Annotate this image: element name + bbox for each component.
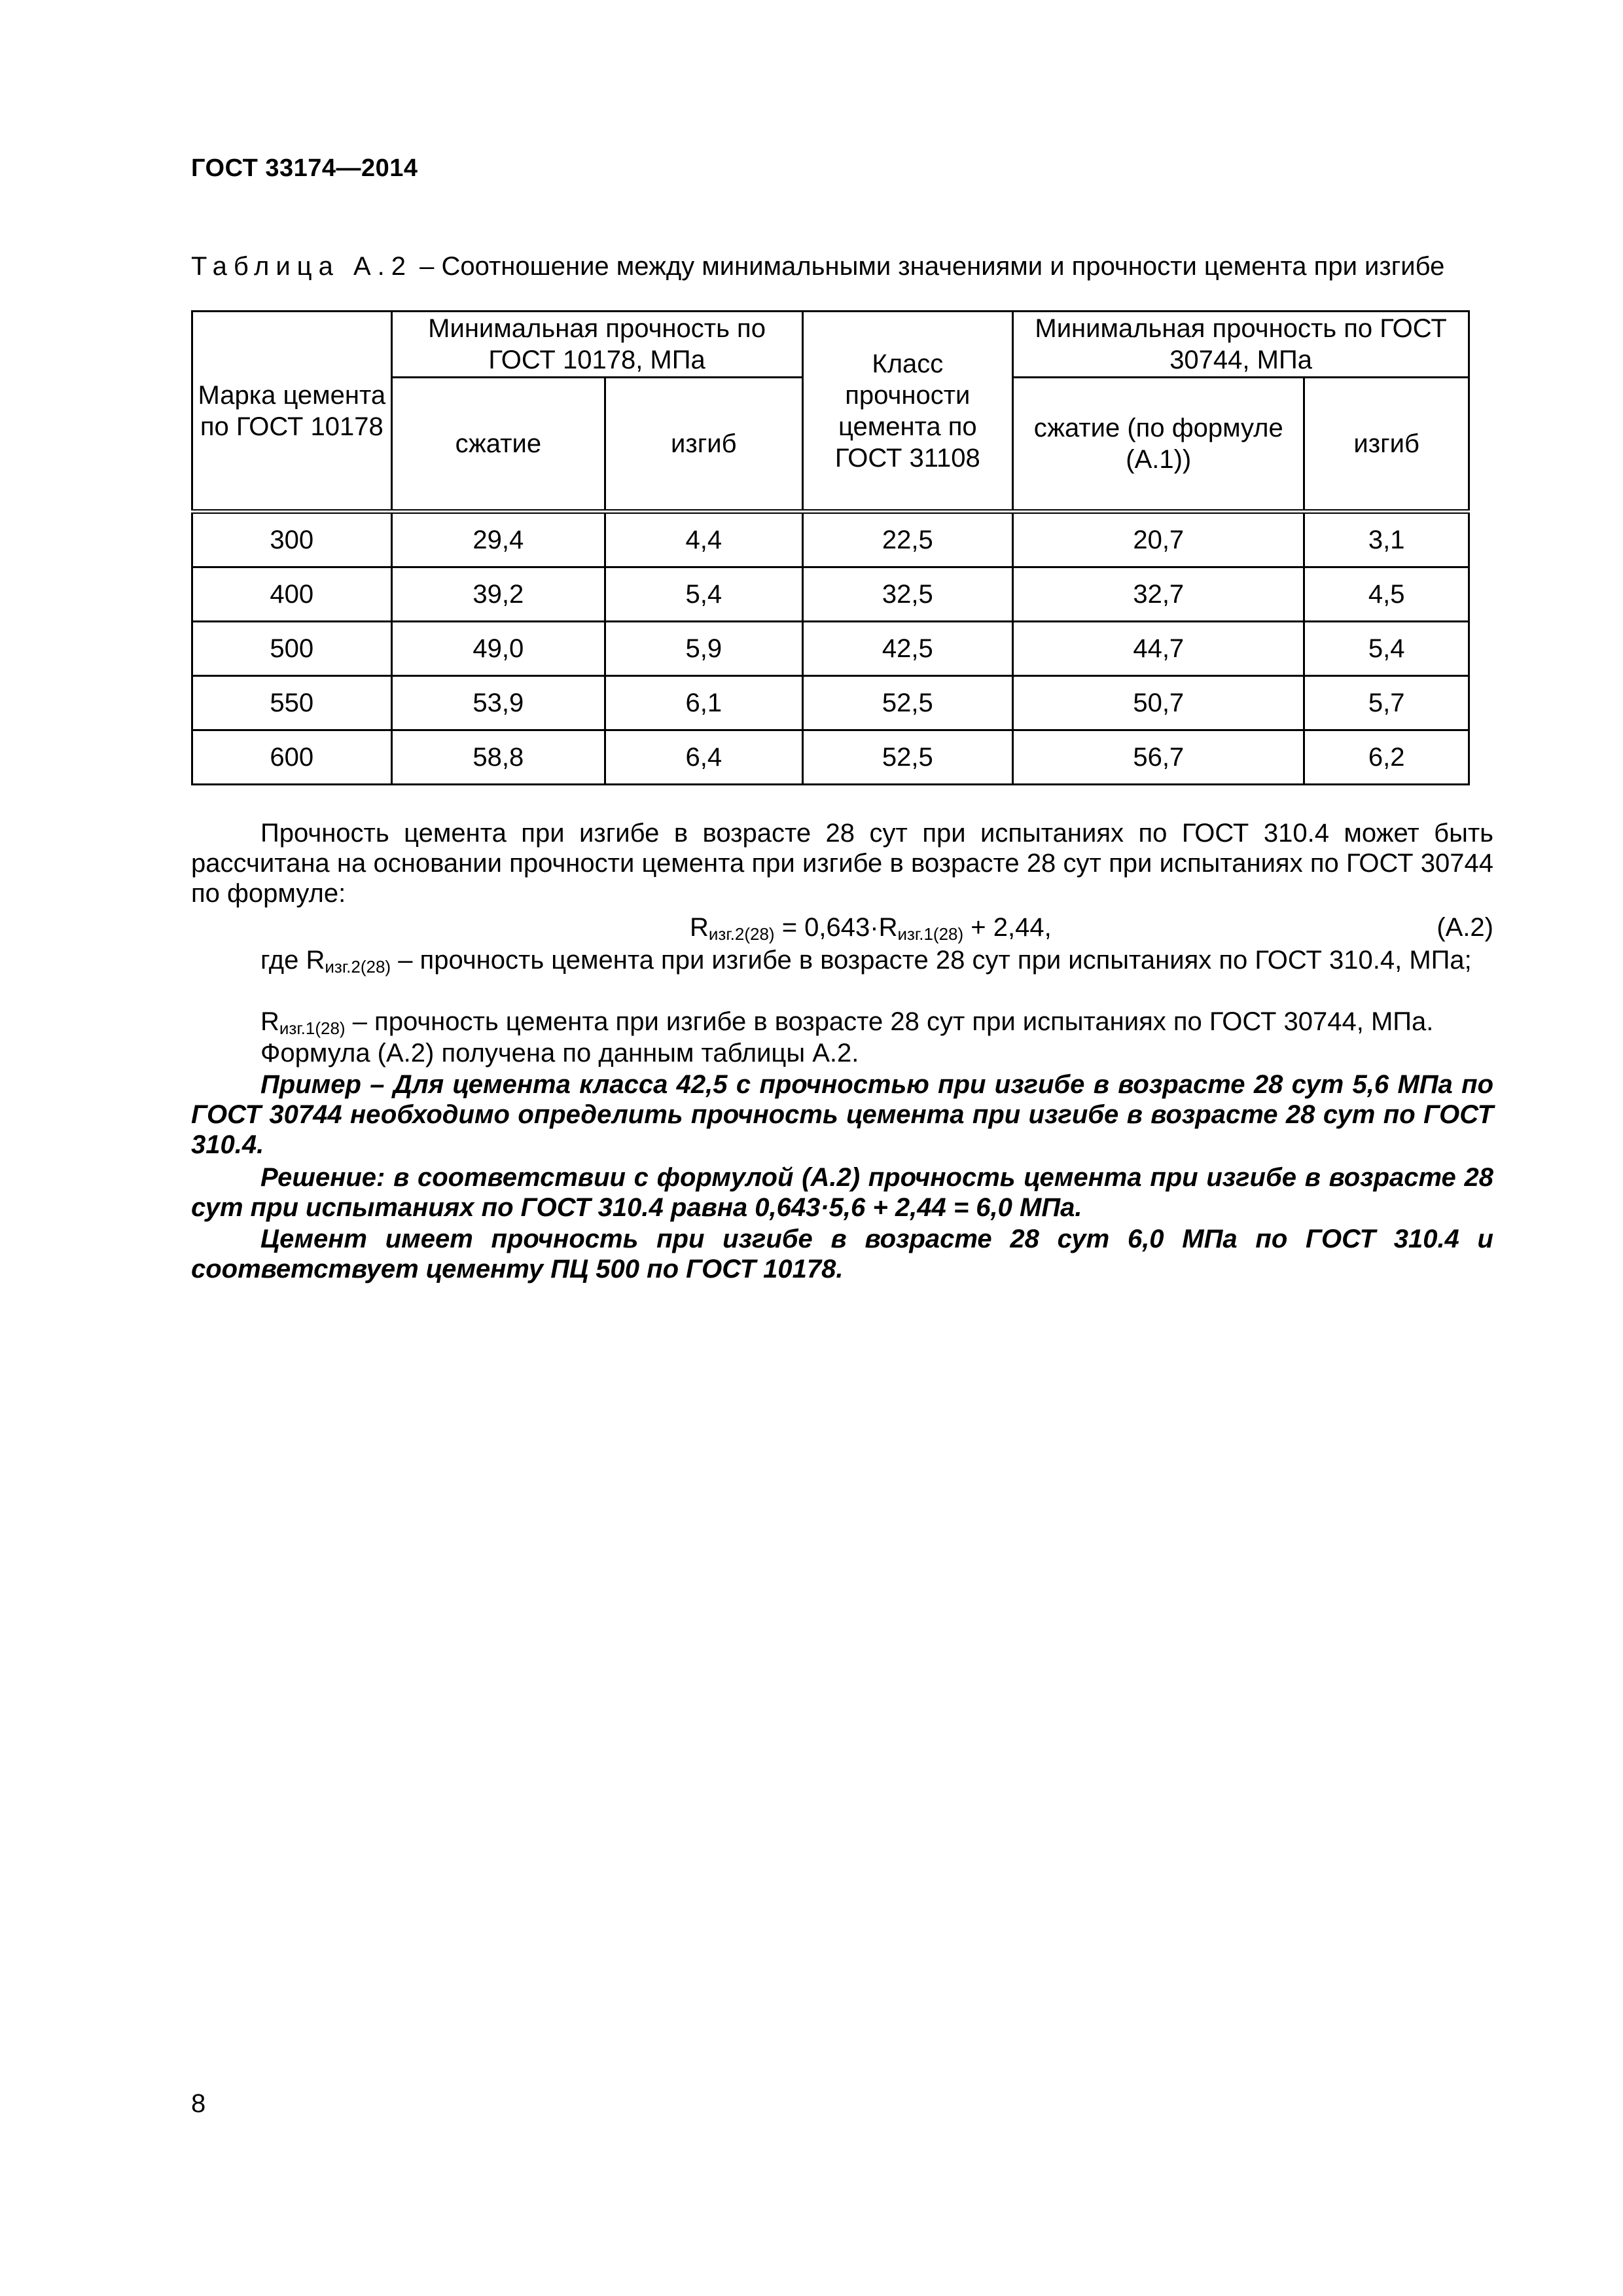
table-cell: 5,9 — [605, 622, 802, 676]
table-row — [192, 730, 1469, 785]
formula-middle: = 0,643·R — [774, 913, 898, 942]
data-table — [191, 310, 1470, 785]
paragraph-solution: Решение: в соответствии с формулой (А.2) прочность цемента при изгибе в возрасте 28 сут при испытаниях по ГОСТ 310.4 равна 0,643·5,6 + 2,44 = 6,0 МПа. — [191, 1163, 1493, 1222]
def2-definition: – прочность цемента при изгибе в возрасте 28 сут при испытаниях по ГОСТ 30744, МПа. — [345, 1007, 1434, 1036]
table-cell: 400 — [192, 567, 392, 622]
table-row — [192, 622, 1469, 676]
formula-a2 — [191, 912, 1493, 945]
table-row — [192, 512, 1469, 567]
table-cell: 5,7 — [1304, 676, 1469, 730]
paragraph-example: Пример – Для цемента класса 42,5 с прочностью при изгибе в возрасте 28 сут 5,6 МПа по ГОСТ 30744 необходимо определить прочность цемента при изгибе в возрасте 28 сут по ГОСТ 310.4. — [191, 1070, 1493, 1159]
def2-r: R — [260, 1007, 279, 1036]
paragraph-conclusion: Цемент имеет прочность при изгибе в возрасте 28 сут 6,0 МПа по ГОСТ 310.4 и соответствует цементу ПЦ 500 по ГОСТ 10178. — [191, 1225, 1493, 1283]
table-cell: 22,5 — [802, 512, 1013, 567]
formula-number: (А.2) — [1436, 913, 1493, 942]
table-caption-text: – Соотношение между минимальными значениями и прочности цемента при изгибе — [419, 252, 1445, 281]
header-bending-10178: изгиб — [605, 378, 802, 512]
table-cell: 32,5 — [802, 567, 1013, 622]
formula-expression — [690, 912, 1052, 942]
table-caption — [191, 250, 1493, 283]
table-cell: 58,8 — [391, 730, 605, 785]
table-caption-label: Таблица А.2 — [191, 252, 412, 281]
table-cell: 29,4 — [391, 512, 605, 567]
formula-r-lhs: R — [690, 913, 709, 942]
table-cell: 6,1 — [605, 676, 802, 730]
table-cell: 550 — [192, 676, 392, 730]
where-definition: – прочность цемента при изгибе в возрасте 28 сут при испытаниях по ГОСТ 310.4, МПа; — [391, 946, 1472, 975]
def2-subscript: изг.1(28) — [279, 1018, 346, 1038]
header-group-gost-30744: Минимальная прочность по ГОСТ 30744, МПа — [1013, 312, 1469, 378]
formula-lhs-subscript: изг.2(28) — [708, 924, 775, 944]
table-row — [192, 676, 1469, 730]
table-cell: 39,2 — [391, 567, 605, 622]
formula-tail: + 2,44, — [963, 913, 1052, 942]
table-cell: 50,7 — [1013, 676, 1304, 730]
header-compression-10178: сжатие — [391, 378, 605, 512]
table-cell: 4,4 — [605, 512, 802, 567]
table-row — [192, 567, 1469, 622]
page-number: 8 — [191, 2089, 206, 2118]
table-cell: 32,7 — [1013, 567, 1304, 622]
formula-rhs-subscript: изг.1(28) — [897, 924, 964, 944]
table-cell: 42,5 — [802, 622, 1013, 676]
paragraph-definition-2 — [191, 1007, 1493, 1037]
table-cell: 3,1 — [1304, 512, 1469, 567]
table-cell: 5,4 — [1304, 622, 1469, 676]
paragraph-where — [191, 945, 1493, 975]
table-cell: 500 — [192, 622, 392, 676]
header-strength-class: Класс прочности цемента по ГОСТ 31108 — [802, 312, 1013, 512]
header-bending-30744: изгиб — [1304, 378, 1469, 512]
where-prefix: где R — [260, 946, 325, 975]
document-code: ГОСТ 33174—2014 — [191, 154, 418, 182]
table-cell: 52,5 — [802, 676, 1013, 730]
table-cell: 56,7 — [1013, 730, 1304, 785]
paragraph-intro: Прочность цемента при изгибе в возрасте 28 сут при испытаниях по ГОСТ 310.4 может быть рассчитана на основании прочности цемента при изгибе в возрасте 28 сут при испытаниях по ГОСТ 30744 по формуле: — [191, 819, 1493, 908]
header-grade: Марка цемента по ГОСТ 10178 — [192, 312, 392, 512]
header-compression-30744: сжатие (по формуле (А.1)) — [1013, 378, 1304, 512]
table-cell: 49,0 — [391, 622, 605, 676]
table-cell: 5,4 — [605, 567, 802, 622]
table-cell: 6,2 — [1304, 730, 1469, 785]
paragraph-formula-source: Формула (А.2) получена по данным таблицы А.2. — [260, 1039, 859, 1067]
table-cell: 44,7 — [1013, 622, 1304, 676]
table-cell: 600 — [192, 730, 392, 785]
table-cell: 6,4 — [605, 730, 802, 785]
header-group-gost-10178: Минимальная прочность по ГОСТ 10178, МПа — [391, 312, 802, 378]
table-cell: 300 — [192, 512, 392, 567]
table-cell: 20,7 — [1013, 512, 1304, 567]
table-cell: 4,5 — [1304, 567, 1469, 622]
table-cell: 53,9 — [391, 676, 605, 730]
table-cell: 52,5 — [802, 730, 1013, 785]
where-subscript: изг.2(28) — [325, 957, 391, 977]
